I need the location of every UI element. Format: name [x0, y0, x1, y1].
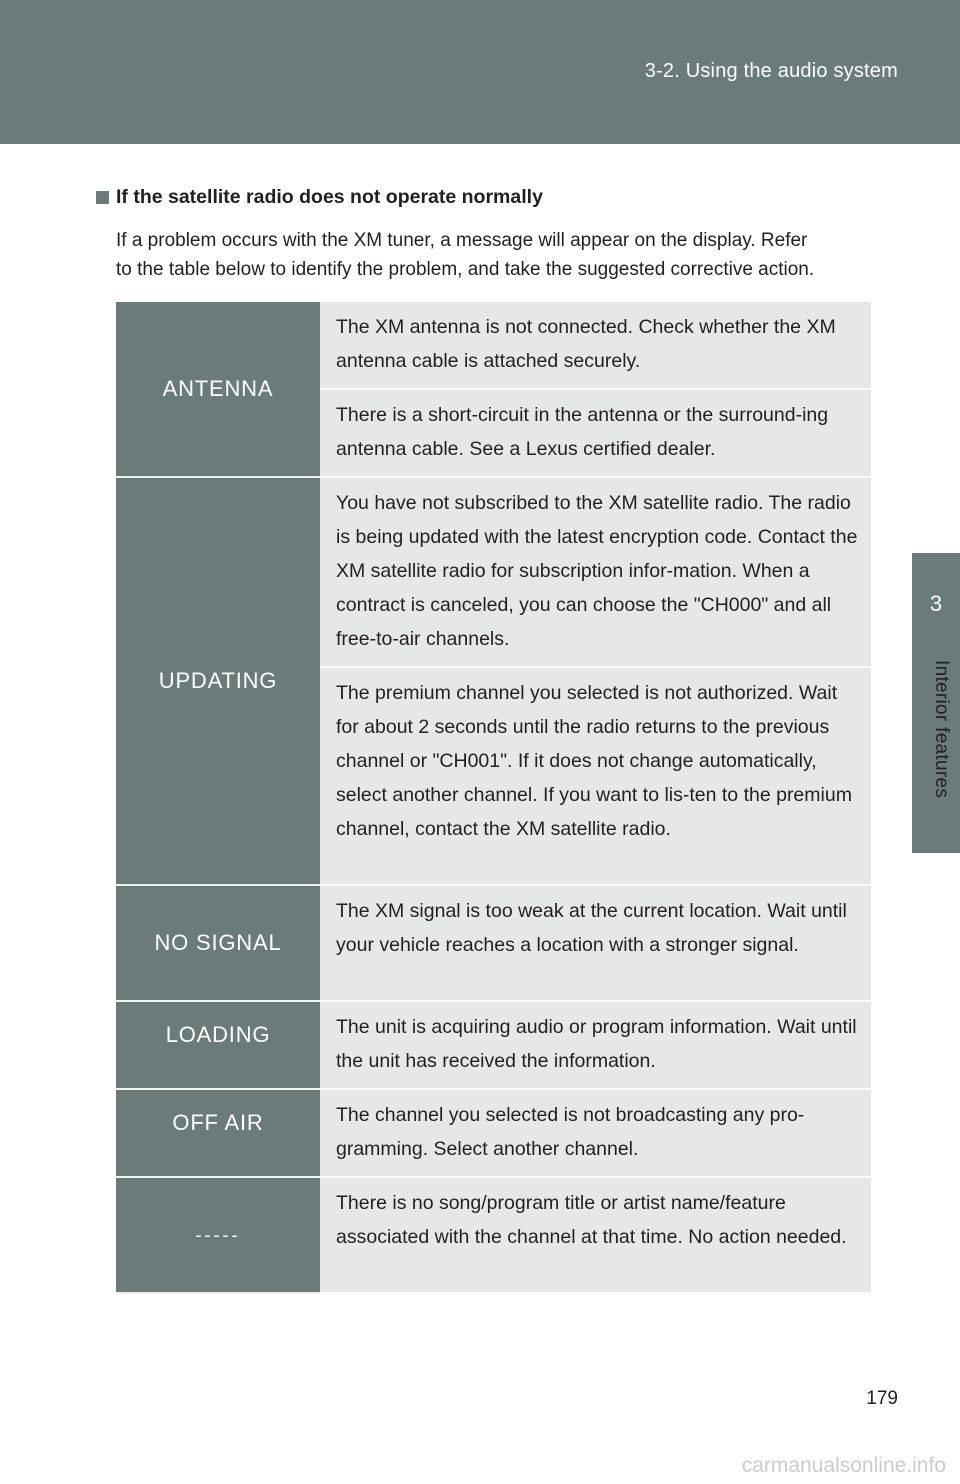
heading-text: If the satellite radio does not operate normally [116, 186, 543, 208]
intro-paragraph [116, 226, 896, 284]
message-description: The premium channel you selected is not authorized. Wait for about 2 seconds until the radio returns to the previous channel or "CH001". If it does not change automatically, select another channel. If you want to lis-ten to the premium channel, contact the XM satellite radio. [320, 667, 871, 885]
message-table [116, 302, 871, 1294]
square-bullet-icon [96, 191, 109, 204]
message-description: There is no song/program title or artist name/feature associated with the channel at that time. No action needed. [320, 1177, 871, 1293]
table-row [116, 302, 871, 389]
message-description: The channel you selected is not broadcasting any pro-gramming. Select another channel. [320, 1089, 871, 1177]
chapter-number: 3 [929, 591, 943, 616]
watermark [0, 1452, 960, 1484]
section-title: 3-2. Using the audio system [644, 60, 898, 82]
table-row [116, 1177, 871, 1293]
message-description: There is a short-circuit in the antenna or the surround-ing antenna cable. See a Lexus certified dealer. [320, 389, 871, 477]
message-description: The XM signal is too weak at the current location. Wait until your vehicle reaches a location with a stronger signal. [320, 885, 871, 1001]
message-description: The XM antenna is not connected. Check whether the XM antenna cable is attached securely. [320, 302, 871, 389]
table-row [116, 885, 871, 1001]
message-description: The unit is acquiring audio or program information. Wait until the unit has received the information. [320, 1001, 871, 1089]
intro-line: If a problem occurs with the XM tuner, a message will appear on the display. Refer [116, 230, 808, 251]
page-number: 179 [866, 1388, 898, 1409]
watermark-text: carmanualsonline.info [741, 1454, 946, 1477]
message-description: You have not subscribed to the XM satellite radio. The radio is being updated with the latest encryption code. Contact the XM satellite radio for subscription infor-mation. When a contract is canceled, you can choose the "CH000" and all free-to-air channels. [320, 477, 871, 667]
table-row [116, 477, 871, 667]
message-label: OFF AIR [116, 1089, 320, 1177]
section-heading [96, 186, 543, 209]
table-row [116, 1001, 871, 1089]
intro-line: to the table below to identify the problem, and take the suggested corrective action. [116, 259, 815, 280]
page-header [0, 0, 960, 144]
message-label: LOADING [116, 1001, 320, 1089]
message-label: NO SIGNAL [116, 885, 320, 1001]
message-label: ----- [116, 1177, 320, 1293]
chapter-label: Interior features [931, 660, 952, 799]
message-label: ANTENNA [116, 302, 320, 477]
message-label: UPDATING [116, 477, 320, 885]
table-row [116, 1089, 871, 1177]
